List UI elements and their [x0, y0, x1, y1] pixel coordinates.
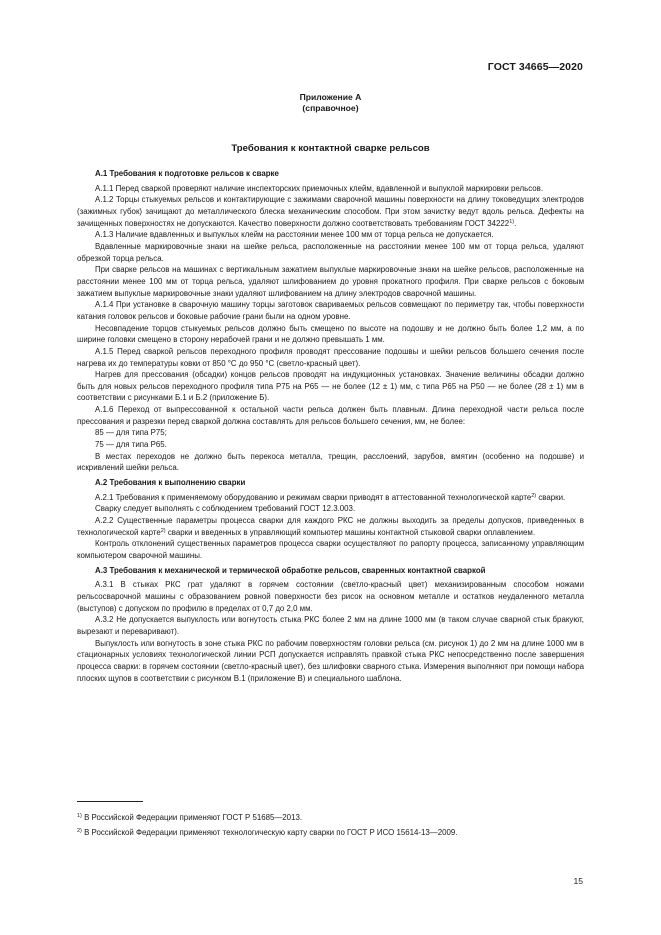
footnote-text: В Российской Федерации применяют технологическую карту сварки по ГОСТ Р ИСО 15614-13—2009. [81, 828, 458, 837]
section-heading: А.2 Требования к выполнению сварки [95, 478, 246, 488]
paragraph [77, 194, 584, 229]
paragraph: При сварке рельсов на машинах с вертикальным зажатием выпуклые маркировочные знаки на шейке рельсов, расположенные на расстоянии менее 100 мм от торца рельса, удаляют шлифованием до уровня прокатного профиля. При сварке рельсов с боковым зажатием выпуклые маркировочные знаки удаляют шлифованием на длину электродов сварочной машины. [77, 265, 584, 298]
paragraph-text: А.2.2 Существенные параметры процесса сварки для каждого РКС не должны выходить за пределы допусков, приведенных в технологической карте [77, 516, 584, 537]
paragraph-text: А.2.1 Требования к применяемому оборудованию и режимам сварки приводят в аттестованной технологической карте [95, 492, 532, 502]
paragraph-text: сварки и введенных в управляющий компьютер машины контактной стыковой сварки оплавлением. [165, 527, 536, 537]
paragraph: А.1.1 Перед сваркой проверяют наличие инспекторских приемочных клейм, вдавленной и выпуклой маркировки рельсов. [95, 183, 544, 193]
paragraph: А.1.3 Наличие вдавленных и выпуклых клейм на расстоянии менее 100 мм от торца рельса не допускается. [95, 230, 494, 240]
page-number: 15 [573, 876, 583, 886]
list-item: 75 — для типа Р65. [95, 440, 167, 450]
list-item: 85 — для типа Р75; [95, 428, 167, 438]
footnote-text: В Российской Федерации применяют ГОСТ Р 51685—2013. [81, 813, 303, 822]
footnote-divider [77, 801, 143, 802]
footnote-mark: 2) [77, 828, 82, 834]
paragraph: А.3.1 В стыках РКС грат удаляют в горячем состоянии (светло-красный цвет) механизированным способом ножами рельсосварочной машины с образованием ровной поверхности без рисок на основном металле и остатков неудаленного металла (выступов) с допуском по профилю в пределах от 0,7 до 2,0 мм. [77, 580, 584, 613]
document-title: Требования к контактной сварке рельсов [231, 143, 430, 154]
paragraph: Сварку следует выполнять с соблюдением требований ГОСТ 12.3.003. [95, 504, 356, 514]
footnote-ref: 2) [160, 527, 166, 534]
paragraph: Вдавленные маркировочные знаки на шейке рельса, расположенные на расстоянии менее 100 мм от торца рельса, удаляют обрезкой торца рельса. [77, 241, 584, 263]
paragraph: А.3.2 Не допускается выпуклость или вогнутость стыка РКС более 2 мм на длине 1000 мм (в таком случае сварной стык бракуют, вырезают и переваривают). [77, 615, 584, 636]
paragraph: Контроль отклонений существенных параметров процесса сварки осуществляют по рапорту процесса, записанному управляющим компьютером сварочной машины. [77, 539, 584, 560]
document-body [77, 165, 584, 684]
footnote-2 [77, 828, 597, 838]
section-heading: А.1 Требования к подготовке рельсов к сварке [95, 169, 279, 178]
paragraph-text: сварки. [536, 492, 566, 502]
section-heading: А.3 Требования к механической и термической обработке рельсов, сваренных контактной сваркой [95, 565, 486, 575]
annex-title: Приложение А [299, 92, 362, 102]
footnote-mark: 1) [77, 813, 82, 819]
footnote-1 [77, 813, 597, 823]
paragraph: Несовпадение торцов стыкуемых рельсов должно быть смещено по высоте на подошву и не должно быть более 1,2 мм, а по ширине головки смещено в сторону нерабочей грани и не должно превышать 1 мм. [77, 323, 584, 345]
paragraph [77, 515, 584, 538]
footnote-ref: 2) [531, 492, 537, 499]
paragraph: Выпуклость или вогнутость в зоне стыка РКС по рабочим поверхностям головки рельса (см. рисунок 1) до 2 мм на длине 1000 мм в стационарных условиях технологической линии РСП допускается исправлять правкой стыка РКС непосредственно после завершения процесса сварки: в горячем состоянии (светло-красный цвет), без шлифовки сварного стыка. Измерения выполняют при помощи набора плоских щупов в соответствии с рисунком В.1 (приложение В) и специального шаблона. [77, 638, 584, 683]
standard-number: ГОСТ 34665—2020 [487, 61, 583, 73]
paragraph: Нагрев для прессования (обсадки) концов рельсов проводят на индукционных установках. Значение величины обсадки должно быть для новых рельсов переходного профиля типа Р75 на Р65 — не более (12 ± 1) мм, с типа Р65 на Р50 — не более (28 ± 1) мм в соответствии с рисунками Б.1 и Б.2 (приложение Б). [77, 370, 584, 403]
paragraph: В местах переходов не должно быть перекоса металла, трещин, расслоений, зарубов, вмятин (особенно на подошве) и искривлений шейки рельса. [77, 451, 584, 473]
paragraph: А.1.4 При установке в сварочную машину торцы заготовок свариваемых рельсов совмещают по периметру так, чтобы поверхности катания головок рельсов и боковые рабочие грани были на одном уровне. [77, 300, 584, 321]
paragraph-text: . [514, 218, 517, 228]
paragraph [77, 492, 584, 504]
paragraph: А.1.5 Перед сваркой рельсов переходного профиля проводят прессование подошвы и шейки рельсов большего сечения после нагрева их до температуры ковки от 850 °С до 950 °С (светло-красный цвет). [77, 346, 584, 368]
footnote-ref: 1) [509, 218, 515, 225]
paragraph: А.1.6 Переход от выпрессованной к остальной части рельса должен быть плавным. Длина переходной части рельса после прессования и разрезки перед сваркой должна составлять для рельсов большего сечения, мм, не более: [77, 405, 584, 426]
paragraph-text: А.1.2 Торцы стыкуемых рельсов и контактирующие с зажимами сварочной машины поверхности на длину токоведущих электродов (зажимных губок) зачищают до металлического блеска механическим способом. При этом зачистку ведут вдоль рельса. Дефекты на зачищенных поверхностях не допускаются. Качество поверхности должно соответствовать требованиям ГОСТ 34222 [77, 195, 584, 228]
annex-subtitle: (справочное) [302, 103, 359, 113]
